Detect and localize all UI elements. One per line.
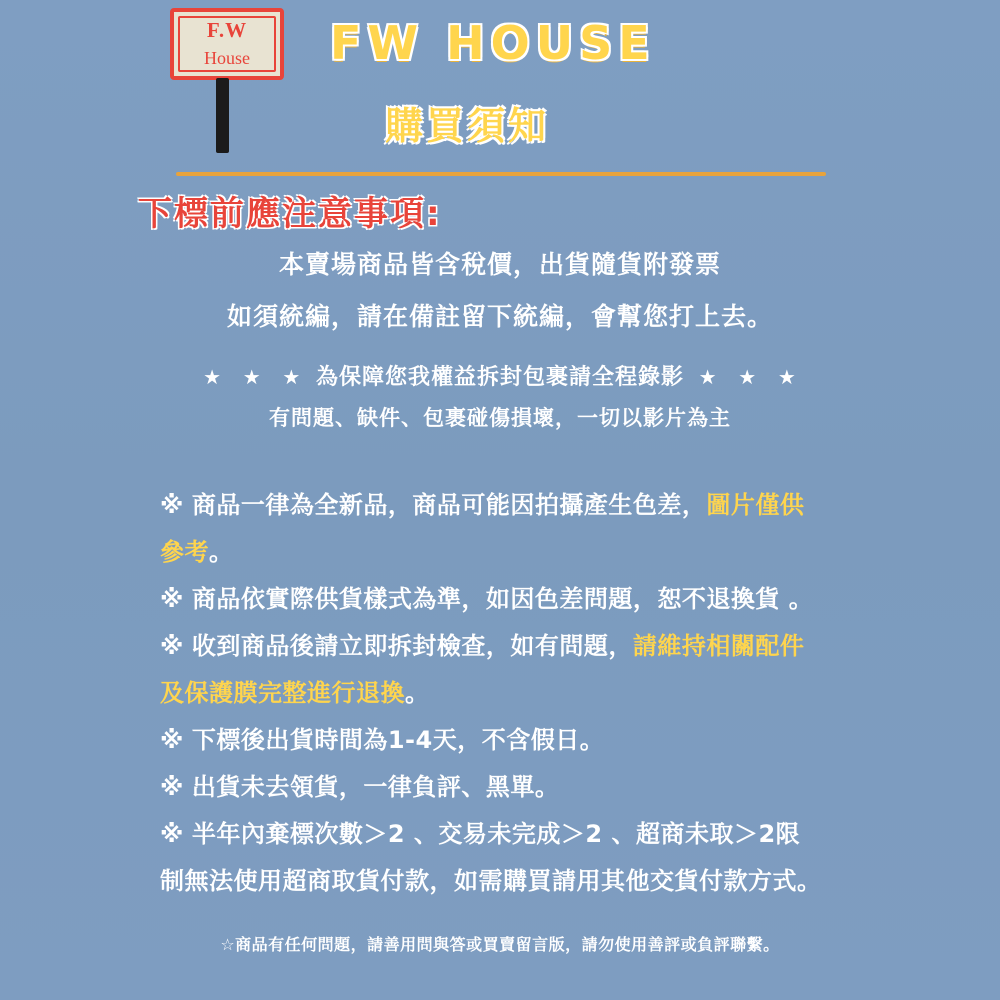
rule-item xyxy=(160,529,880,576)
sign-post xyxy=(216,78,229,153)
star-icon: ★ xyxy=(777,365,797,389)
sign-board xyxy=(170,8,284,80)
rule-item xyxy=(160,858,880,905)
rule-text-highlight: 圖片僅供 xyxy=(706,491,805,519)
rules-list xyxy=(160,482,880,905)
footnote: ☆商品有任何問題，請善用問與答或買賣留言版，請勿使用善評或負評聯繫。 xyxy=(220,935,780,954)
rule-text-highlight: 參考 xyxy=(160,538,209,566)
rule-bullet-icon: ※ xyxy=(160,632,184,660)
rule-text: 。 xyxy=(209,538,234,566)
star-icon: ★ xyxy=(738,365,758,389)
rule-text: 下標後出貨時間為1-4天，不含假日。 xyxy=(191,726,605,754)
rule-item xyxy=(160,623,880,670)
rule-item xyxy=(160,811,880,858)
star-icon: ★ xyxy=(203,365,223,389)
rule-text: 制無法使用超商取貨付款，如需購買請用其他交貨付款方式。 xyxy=(160,867,822,895)
intro-line-1: 本賣場商品皆含稅價，出貨隨貨附發票 xyxy=(278,250,721,279)
rule-bullet-icon: ※ xyxy=(160,726,184,754)
rule-bullet-icon: ※ xyxy=(160,820,184,848)
brand-name: FW HOUSE xyxy=(330,16,656,70)
header-divider xyxy=(176,172,826,176)
star-icon: ★ xyxy=(698,365,718,389)
page-header xyxy=(0,0,1000,160)
intro-block xyxy=(0,248,1000,334)
rule-item xyxy=(160,482,880,529)
shop-sign-icon xyxy=(170,8,290,153)
rule-text-highlight: 及保護膜完整進行退換 xyxy=(160,679,405,707)
star-icon: ★ xyxy=(282,365,302,389)
sign-bottom-text: House xyxy=(204,48,250,68)
rule-text: 出貨未去領貨，一律負評、黑單。 xyxy=(191,773,560,801)
rule-bullet-icon: ※ xyxy=(160,773,184,801)
rule-item xyxy=(160,670,880,717)
rule-text: 收到商品後請立即拆封檢查，如有問題， xyxy=(191,632,633,660)
rule-bullet-icon: ※ xyxy=(160,585,184,613)
stars-line xyxy=(0,360,1000,391)
star-icon: ★ xyxy=(242,365,262,389)
rule-text: 。 xyxy=(405,679,430,707)
rule-text: 半年內棄標次數＞2 、交易未完成＞2 、超商未取＞2限 xyxy=(191,820,801,848)
rule-text: 商品依實際供貨樣式為準，如因色差問題，恕不退換貨 。 xyxy=(191,585,814,613)
rule-item xyxy=(160,576,880,623)
notice-heading: 下標前應注意事項: xyxy=(138,194,442,234)
rule-item xyxy=(160,764,880,811)
rule-text-highlight: 請維持相關配件 xyxy=(632,632,805,660)
rule-item xyxy=(160,717,880,764)
stars-sub-line: 有問題、缺件、包裹碰傷損壞，一切以影片為主 xyxy=(269,406,731,430)
stars-line-text: 為保障您我權益拆封包裹請全程錄影 xyxy=(315,365,684,390)
sign-top-text: F.W xyxy=(206,18,248,42)
intro-line-2: 如須統編，請在備註留下統編，會幫您打上去。 xyxy=(226,302,773,331)
rule-bullet-icon: ※ xyxy=(160,491,184,519)
rule-text: 商品一律為全新品，商品可能因拍攝產生色差， xyxy=(191,491,707,519)
page-subtitle: 購買須知 xyxy=(385,104,550,148)
